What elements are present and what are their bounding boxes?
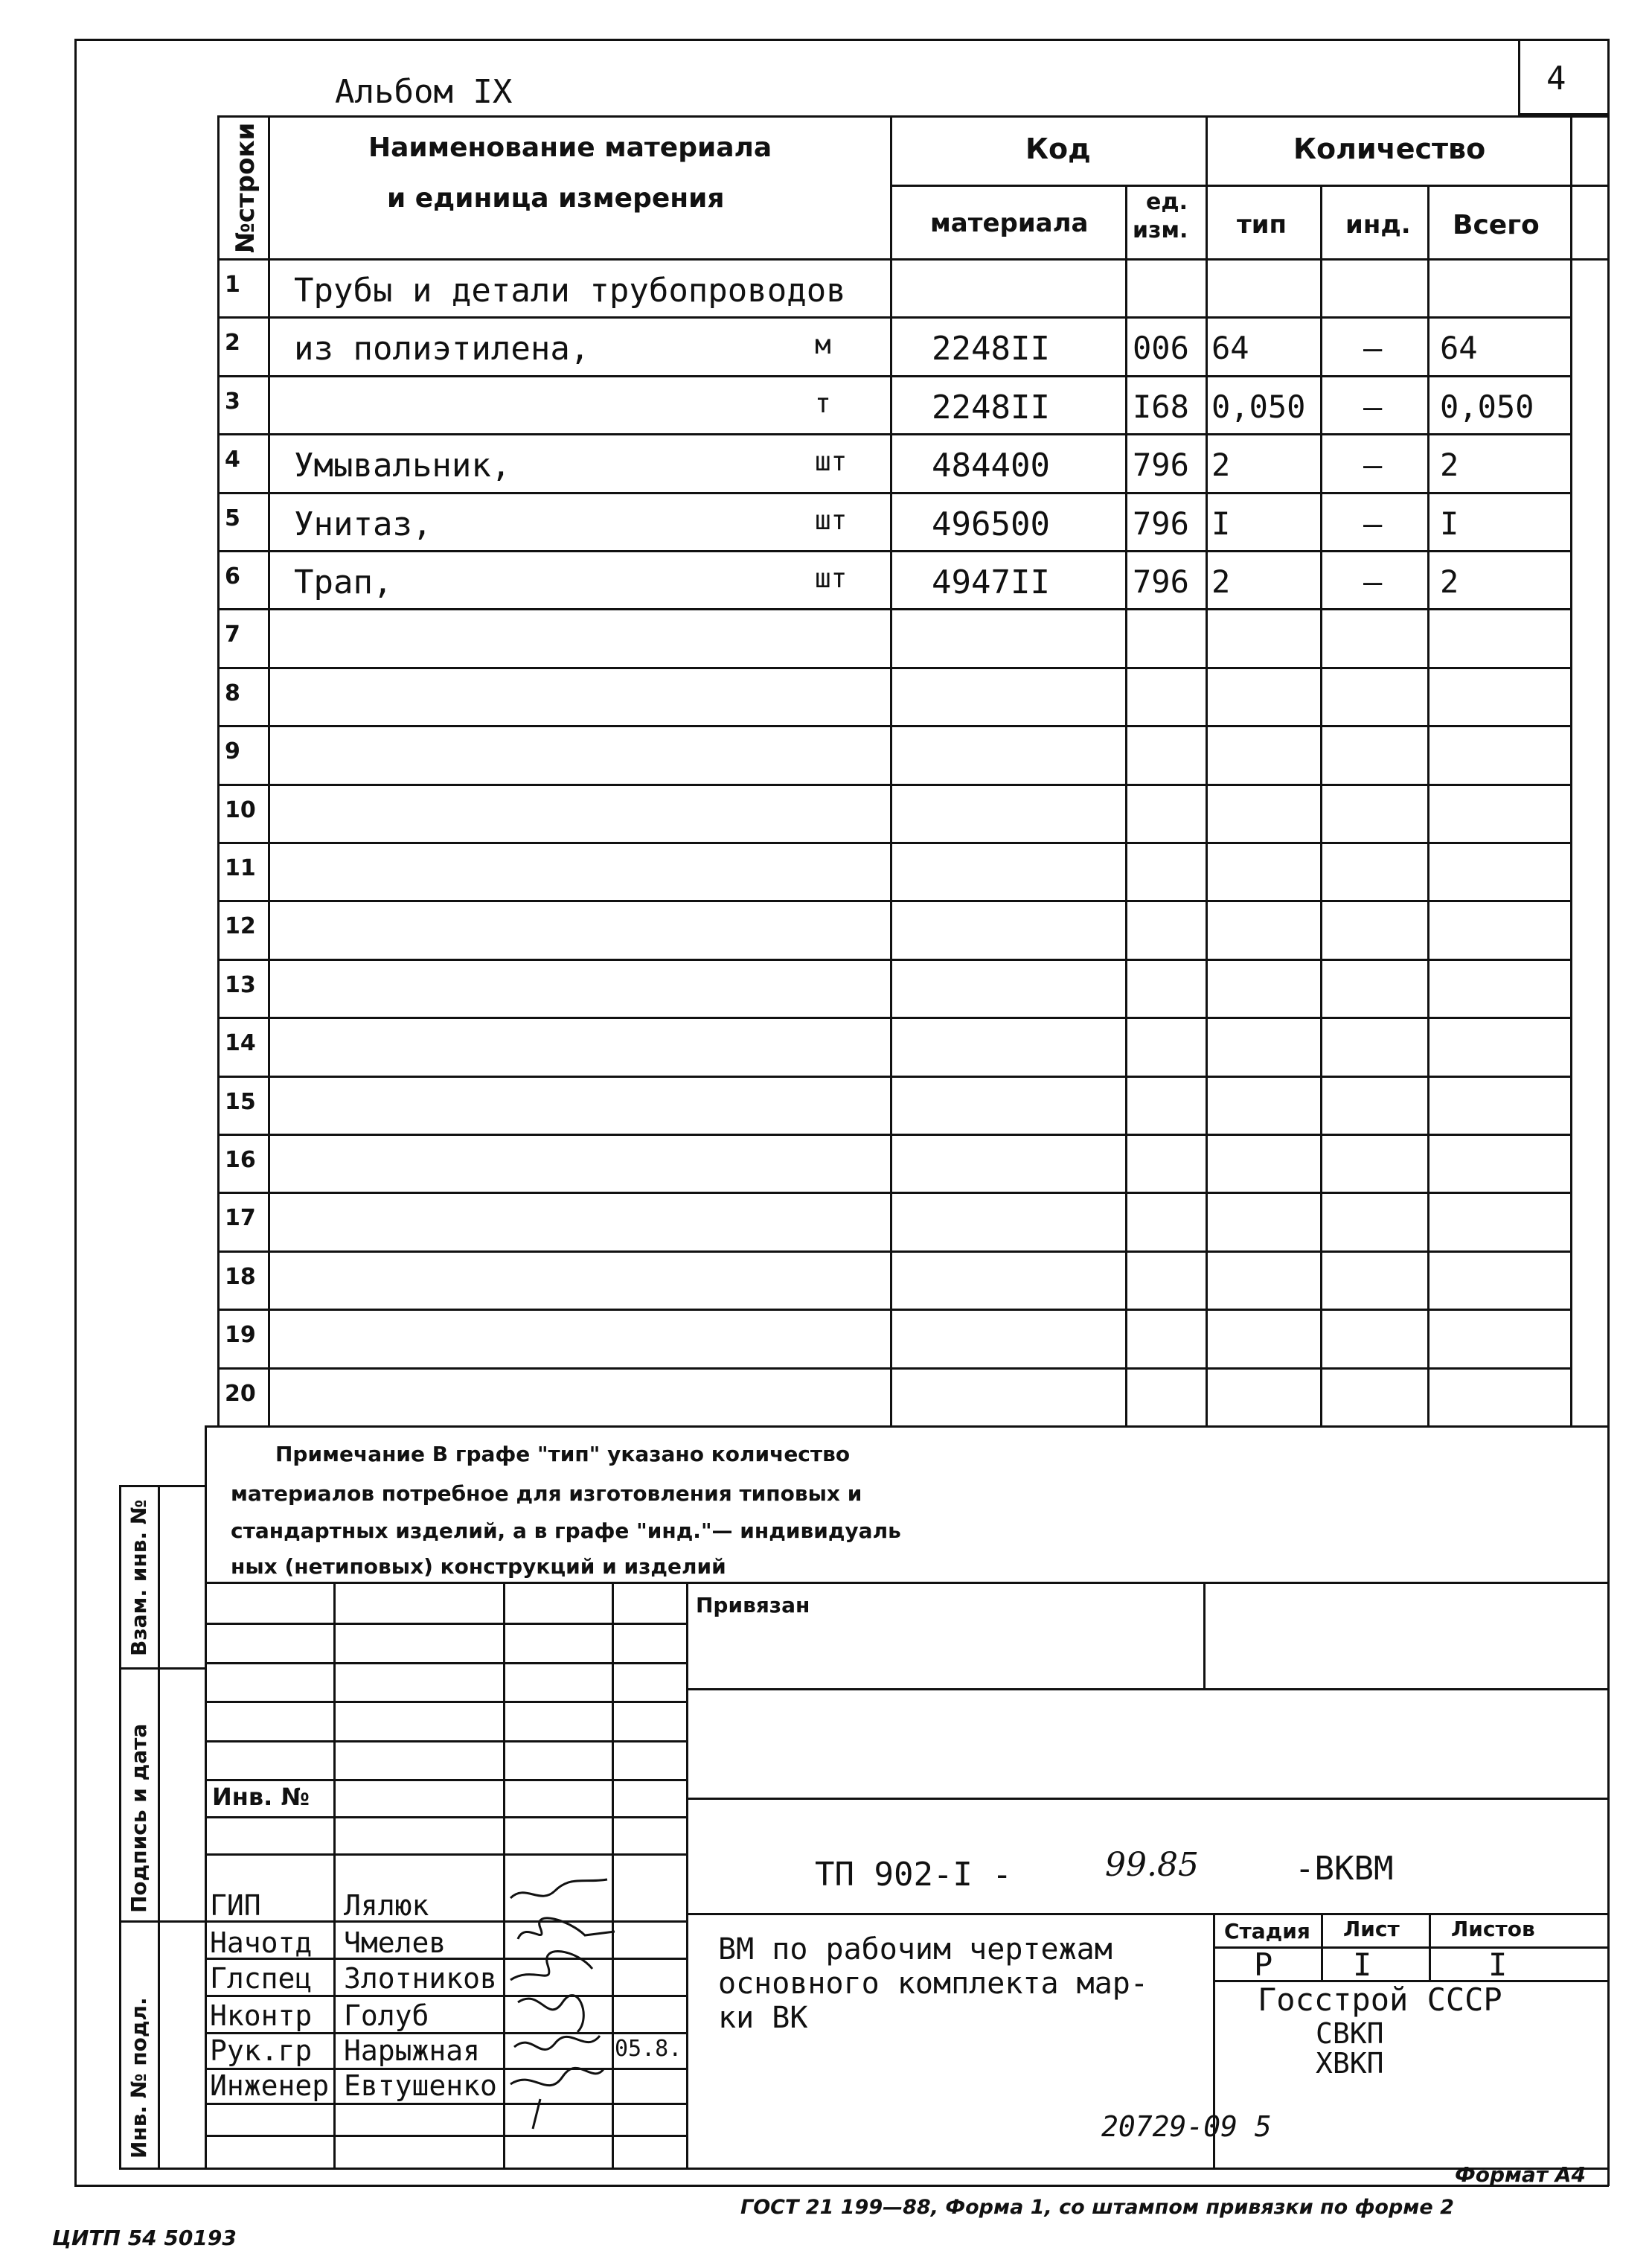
cell-name: Трап, xyxy=(294,563,393,601)
stamp-vert-4 xyxy=(686,1582,688,2170)
row-number: 3 xyxy=(225,388,240,415)
sheet-value: I xyxy=(1353,1946,1372,1983)
cell-ind: – xyxy=(1363,388,1383,425)
row-number: 18 xyxy=(225,1263,256,1290)
stamp-person-name: Злотников xyxy=(344,1962,497,1995)
table-header-bottom xyxy=(217,258,1607,261)
stamp-role: ГИП xyxy=(210,1889,261,1922)
cell-code: 2248II xyxy=(932,330,1050,368)
row-number: 19 xyxy=(225,1322,256,1349)
cell-code: 496500 xyxy=(932,505,1050,543)
col-total-left xyxy=(1427,185,1430,1427)
col-qty-left xyxy=(1206,115,1208,1427)
table-subheader-line xyxy=(890,185,1607,187)
album-title: Альбом IX xyxy=(335,73,513,111)
doc-title-line1: ВМ по рабочим чертежам xyxy=(718,1932,1112,1967)
sheets-label: Листов xyxy=(1451,1917,1535,1941)
row-number: 4 xyxy=(225,447,240,473)
stamp-line-f xyxy=(205,1816,686,1818)
stamp-person-name: Евтушенко xyxy=(344,2069,497,2102)
stamp-role: Рук.гр xyxy=(210,2034,313,2067)
stamp-role: Глспец xyxy=(210,1962,313,1995)
signature-4 xyxy=(518,1996,583,2032)
cell-ind: – xyxy=(1363,563,1383,600)
org-line2: СВКП xyxy=(1316,2017,1384,2050)
row-number: 20 xyxy=(225,1380,256,1407)
header-name-line2: и единица измерения xyxy=(387,183,725,214)
row-separator xyxy=(217,1076,1570,1078)
signature-6 xyxy=(510,2068,604,2129)
page-box-left xyxy=(1518,39,1520,115)
cell-total: 0,050 xyxy=(1440,388,1534,425)
cell-ind: – xyxy=(1363,505,1383,542)
doc-code-suffix: -ВКВМ xyxy=(1295,1850,1394,1888)
sign-date: 05.8. xyxy=(615,2036,682,2062)
row-separator xyxy=(217,316,1570,319)
col-code-left xyxy=(890,115,892,1427)
note-line2: материалов потребное для изготовления типовых и xyxy=(231,1481,862,1506)
doc-code-prefix: ТП 902-I - xyxy=(815,1856,1012,1894)
row-number: 15 xyxy=(225,1088,256,1115)
cell-unit: шт xyxy=(815,505,848,536)
header-type: тип xyxy=(1237,210,1287,240)
row-separator xyxy=(217,900,1570,902)
cell-unit: шт xyxy=(815,563,848,594)
side-strip-top xyxy=(119,1485,205,1487)
header-ind: инд. xyxy=(1345,210,1411,240)
cell-unit: м xyxy=(815,330,831,361)
stamp-person-name: Лялюк xyxy=(344,1889,429,1922)
cell-ucode: 796 xyxy=(1133,563,1189,600)
cell-type: 0,050 xyxy=(1211,388,1306,425)
cell-type: 2 xyxy=(1211,563,1231,600)
header-code: Код xyxy=(1025,132,1091,165)
stamp-line-title-top xyxy=(686,1913,1607,1915)
format-label: Формат А4 xyxy=(1455,2162,1586,2187)
row-separator xyxy=(217,492,1570,494)
frame-right xyxy=(1607,39,1610,2186)
archive-number: 20729-09 5 xyxy=(1101,2110,1272,2143)
row-separator xyxy=(217,1250,1570,1253)
row-number: 11 xyxy=(225,855,256,881)
row-number: 16 xyxy=(225,1147,256,1173)
frame-left xyxy=(74,39,77,2186)
header-name-line1: Наименование материала xyxy=(368,132,772,163)
row-number: 5 xyxy=(225,505,240,531)
stamp-bottom xyxy=(119,2168,1607,2170)
page-number: 4 xyxy=(1546,60,1566,98)
footer-right: ГОСТ 21 199—88, Форма 1, со штампом привязки по форме 2 xyxy=(740,2196,1454,2219)
row-separator xyxy=(217,375,1570,377)
table-top xyxy=(217,115,1607,118)
stamp-line-code-top xyxy=(686,1798,1607,1800)
doc-code-hand: 99.85 xyxy=(1105,1846,1199,1884)
frame-top xyxy=(74,39,1609,41)
cell-unit: т xyxy=(815,388,831,419)
header-quantity: Количество xyxy=(1293,132,1486,165)
cell-ucode: 796 xyxy=(1133,505,1189,542)
side-label-inv-podl: Инв. № подл. xyxy=(127,1997,151,2159)
side-label-vzam: Взам. инв. № xyxy=(127,1499,151,1656)
side-strip-div1 xyxy=(119,1667,205,1670)
row-number: 8 xyxy=(225,680,240,706)
stamp-line-b xyxy=(205,1662,686,1664)
cell-type: 64 xyxy=(1211,330,1249,367)
stamp-line-d xyxy=(205,1740,686,1742)
stamp-line-g xyxy=(205,1853,686,1856)
doc-title-line3: ки ВК xyxy=(718,2001,808,2035)
cell-name: Умывальник, xyxy=(294,447,511,485)
row-number: 2 xyxy=(225,330,240,357)
header-material: материала xyxy=(930,208,1089,238)
row-separator xyxy=(217,725,1570,727)
cell-code: 2248II xyxy=(932,388,1050,427)
row-number: 13 xyxy=(225,971,256,998)
header-unit-line1: ед. xyxy=(1146,189,1188,215)
stamp-role: Инженер xyxy=(210,2069,330,2102)
stamp-person-name: Нарыжная xyxy=(344,2034,481,2067)
stamp-vert-1 xyxy=(333,1582,336,2170)
row-number: 12 xyxy=(225,913,256,940)
cell-total: 2 xyxy=(1440,447,1459,484)
side-strip-right xyxy=(158,1485,160,2170)
stamp-top xyxy=(205,1582,1607,1584)
note-line4: ных (нетиповых) конструкций и изделий xyxy=(231,1554,726,1579)
sheets-value: I xyxy=(1488,1946,1508,1983)
cell-ucode: 006 xyxy=(1133,330,1189,367)
stamp-line-privyazan xyxy=(686,1688,1607,1690)
cell-name: Унитаз, xyxy=(294,505,432,543)
row-separator xyxy=(217,550,1570,552)
row-separator xyxy=(217,1309,1570,1311)
signature-2 xyxy=(518,1918,615,1939)
stamp-privyazan-right xyxy=(1203,1582,1206,1690)
cell-ind: – xyxy=(1363,447,1383,484)
stamp-person-name: Голуб xyxy=(344,1999,429,2032)
side-strip-left xyxy=(119,1485,121,2170)
cell-ucode: 796 xyxy=(1133,447,1189,484)
note-line3: стандартных изделий, а в графе "инд."— индивидуаль xyxy=(231,1518,901,1543)
row-number: 6 xyxy=(225,563,240,590)
cell-type: I xyxy=(1211,505,1231,542)
stamp-line-a xyxy=(205,1623,686,1625)
row-separator xyxy=(217,433,1570,435)
sheet-label: Лист xyxy=(1343,1917,1400,1941)
col-rowno-left xyxy=(217,115,220,1427)
row-number: 9 xyxy=(225,738,240,765)
cell-code: 484400 xyxy=(932,447,1050,485)
stamp-line-e xyxy=(205,1779,686,1781)
row-number: 10 xyxy=(225,796,256,823)
row-separator xyxy=(217,1017,1570,1019)
row-separator xyxy=(217,608,1570,610)
row-separator xyxy=(217,667,1570,669)
signature-3 xyxy=(510,1951,592,1980)
privyazan-label: Привязан xyxy=(696,1593,810,1617)
row-number: 17 xyxy=(225,1205,256,1232)
inv-no-label: Инв. № xyxy=(212,1783,310,1811)
cell-name: Трубы и детали трубопроводов xyxy=(294,272,846,310)
table-bottom xyxy=(205,1425,1607,1428)
signature-5 xyxy=(514,2036,600,2050)
doc-title-line2: основного комплекта мар- xyxy=(718,1967,1148,2001)
row-separator xyxy=(217,1134,1570,1136)
frame-bottom xyxy=(74,2185,1609,2187)
col-total-right xyxy=(1570,115,1572,1427)
signature-scribbles xyxy=(503,1876,615,2188)
row-separator xyxy=(217,959,1570,961)
stage-value: Р xyxy=(1254,1946,1273,1983)
signature-1 xyxy=(510,1879,607,1898)
row-separator xyxy=(217,784,1570,786)
cell-total: 2 xyxy=(1440,563,1459,600)
row-separator xyxy=(217,1192,1570,1194)
header-unit-line2: изм. xyxy=(1133,217,1188,243)
org-line1: Госстрой СССР xyxy=(1258,1981,1502,2018)
cell-name: из полиэтилена, xyxy=(294,330,590,368)
col-ind-left xyxy=(1320,185,1322,1427)
header-row-no: №строки xyxy=(231,122,260,253)
row-separator xyxy=(217,1367,1570,1370)
row-number: 14 xyxy=(225,1030,256,1057)
stamp-role: Нконтр xyxy=(210,1999,313,2032)
cell-type: 2 xyxy=(1211,447,1231,484)
row-separator xyxy=(217,842,1570,844)
stamp-left-border xyxy=(205,1425,207,2170)
stamp-person-name: Чмелев xyxy=(344,1926,446,1959)
side-strip-div2 xyxy=(119,1920,205,1923)
row-number: 1 xyxy=(225,272,240,298)
cell-unit: шт xyxy=(815,447,848,478)
footer-left: ЦИТП 54 50193 xyxy=(52,2226,237,2250)
cell-ucode: I68 xyxy=(1133,388,1189,425)
side-label-podpis: Подпись и дата xyxy=(127,1723,151,1913)
row-number: 7 xyxy=(225,622,240,648)
stage-label: Стадия xyxy=(1224,1919,1310,1943)
stamp-line-c xyxy=(205,1701,686,1703)
col-name-left xyxy=(268,115,270,1427)
cell-total: I xyxy=(1440,505,1459,542)
org-line3: ХВКП xyxy=(1316,2047,1384,2080)
header-total: Всего xyxy=(1453,210,1540,240)
note-line1: Примечание В графе "тип" указано количество xyxy=(275,1442,851,1466)
col-unit-left xyxy=(1125,185,1127,1427)
stamp-role: Начотд xyxy=(210,1926,313,1959)
cell-total: 64 xyxy=(1440,330,1478,367)
cell-ind: – xyxy=(1363,330,1383,367)
cell-code: 4947II xyxy=(932,563,1050,601)
